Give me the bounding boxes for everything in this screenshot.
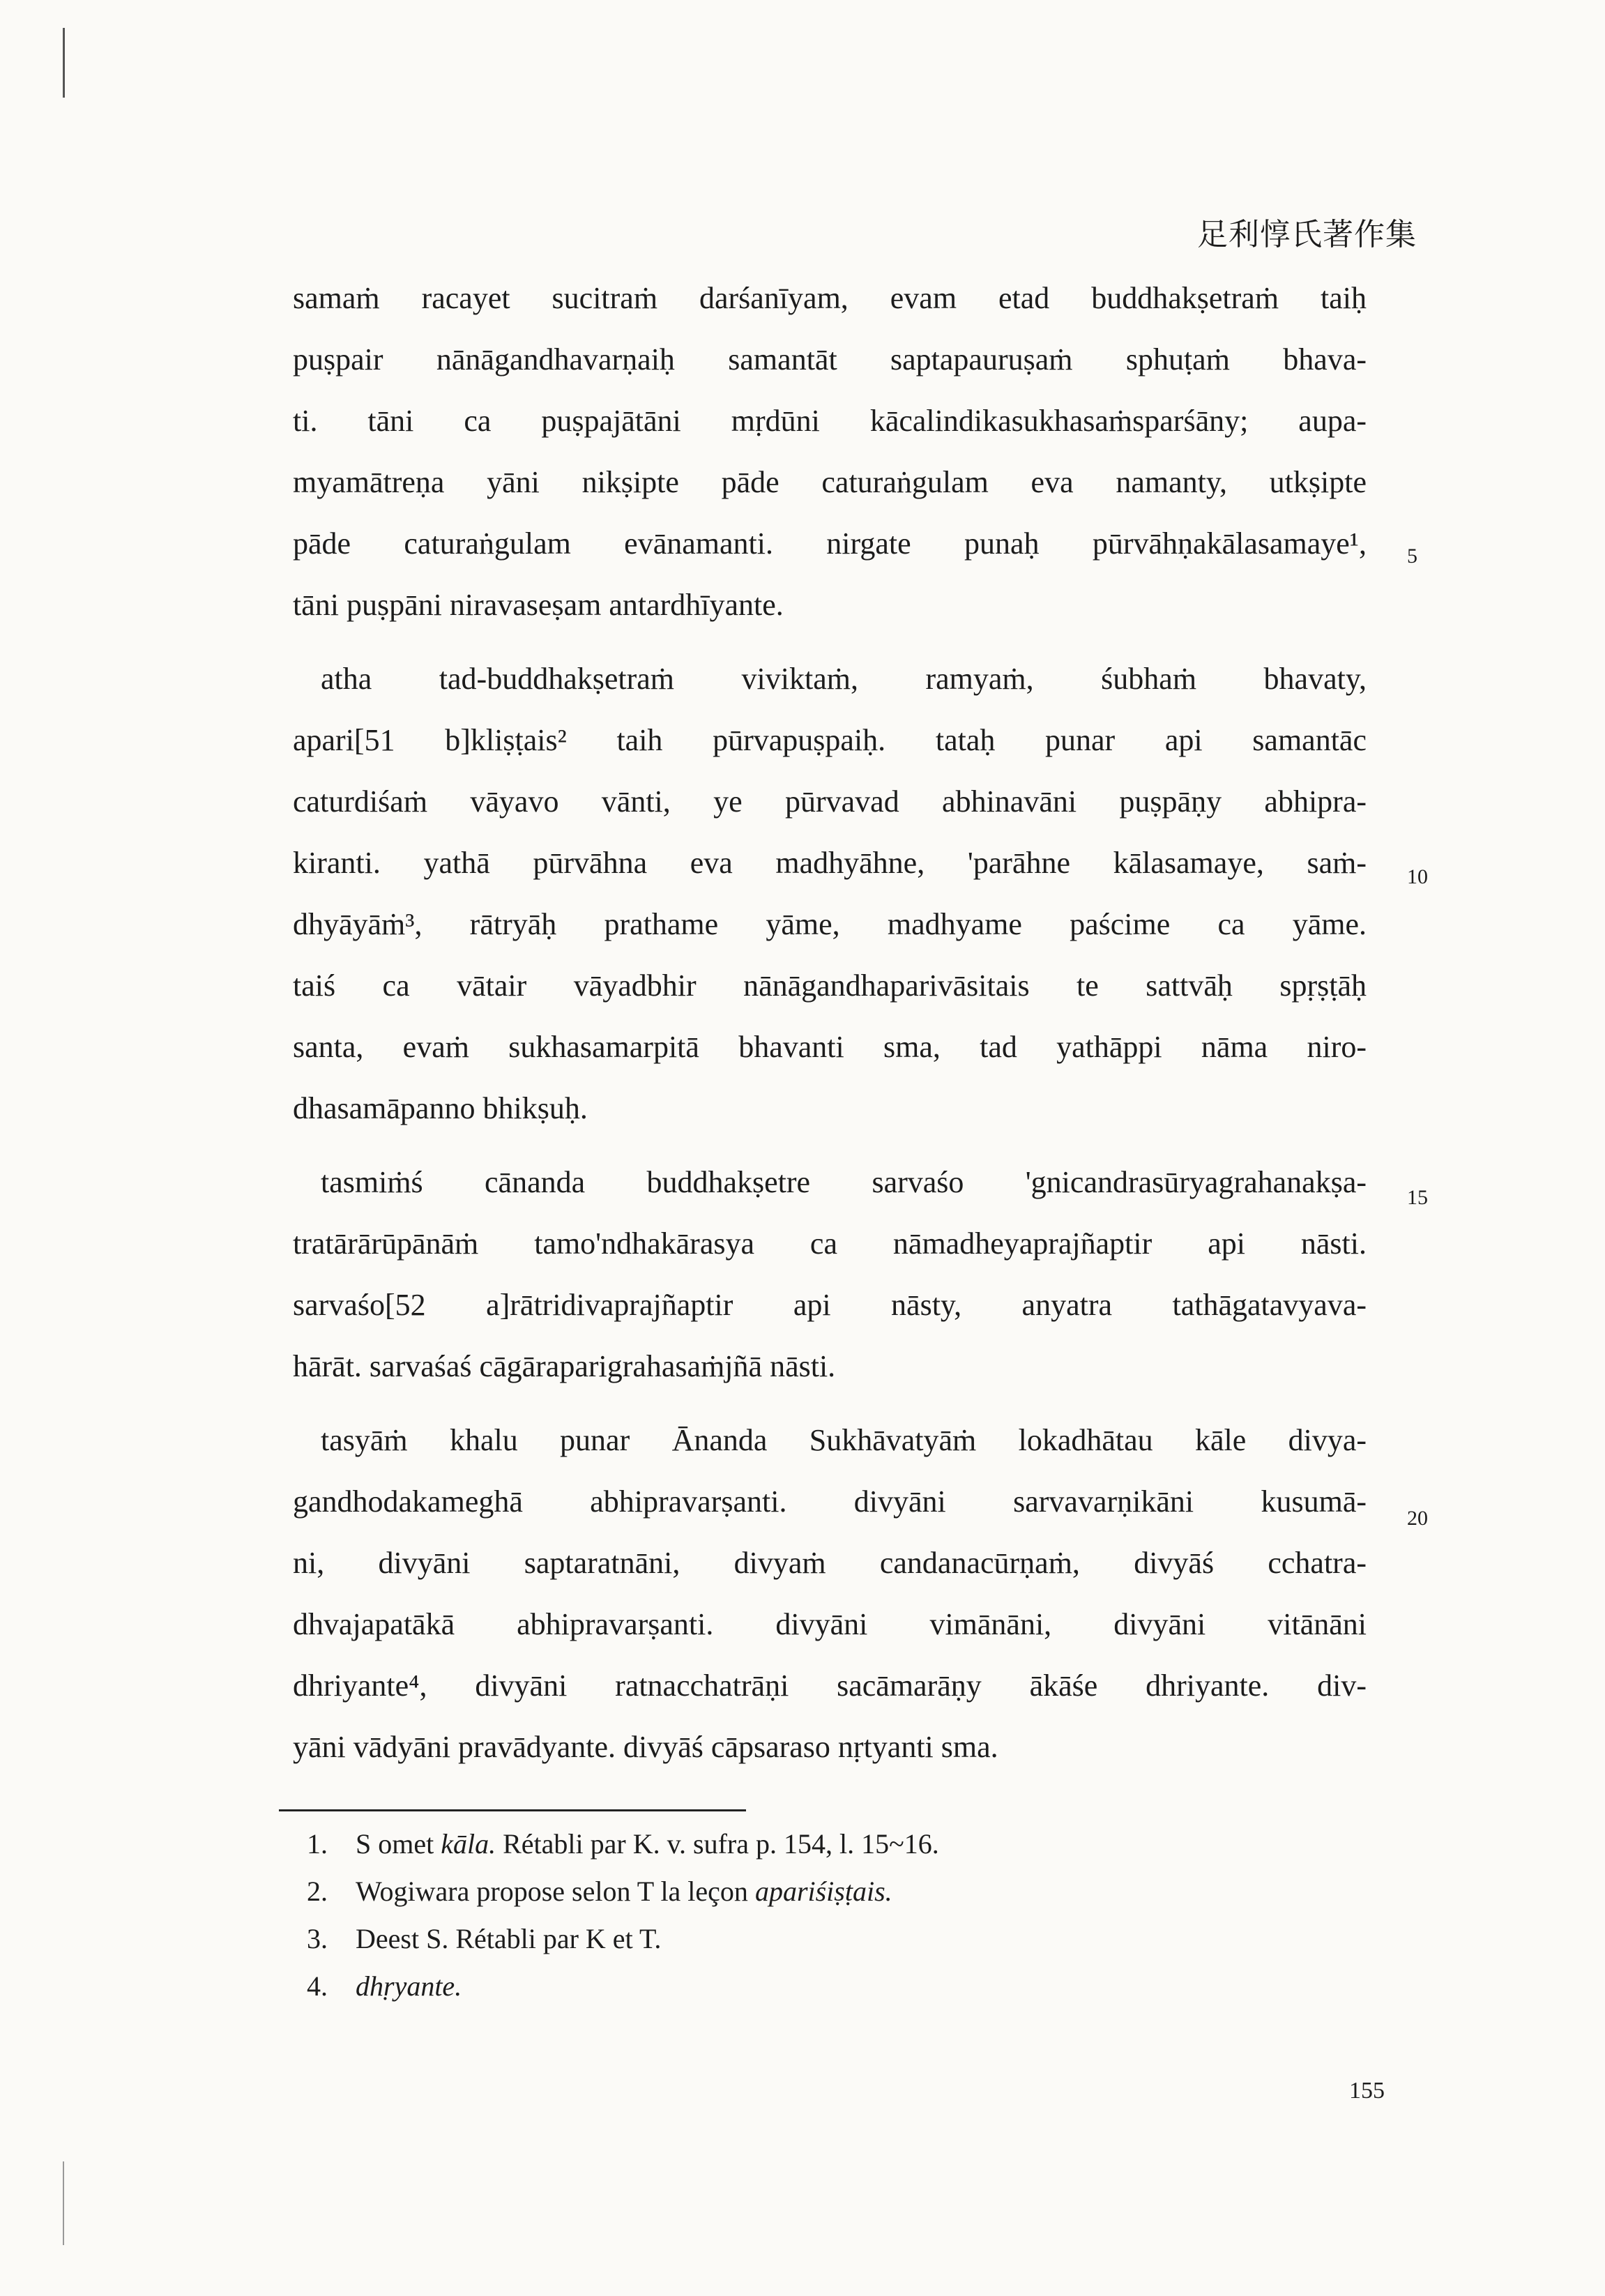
text-line: pāde caturaṅgulam evānamanti. nirgate punaḥ pūrvāhṇakālasamaye¹,: [293, 526, 1367, 561]
footnote: [307, 1827, 939, 1862]
footnote: [307, 1969, 462, 2004]
footnote: [307, 1922, 661, 1956]
margin-mark: [63, 2161, 64, 2245]
footnote-text: Deest S. Rétabli par K et T.: [356, 1923, 662, 1954]
text-line: kiranti. yathā pūrvāhna eva madhyāhne, 'parāhne kālasamaye, saṁ-: [293, 846, 1367, 880]
footnote-rule: [279, 1809, 746, 1811]
footnote-text: Wogiwara propose selon T la leçon: [356, 1876, 755, 1907]
text-line: samaṁ racayet sucitraṁ darśanīyam, evam etad buddhakṣetraṁ taiḥ: [293, 281, 1367, 315]
line-number: 10: [1407, 865, 1428, 888]
text-line: dhvajapatākā abhipravarṣanti. divyāni vimānāni, divyāni vitānāni: [293, 1607, 1367, 1641]
text-line: yāni vādyāni pravādyante. divyāś cāpsaraso nṛtyanti sma.: [293, 1730, 998, 1764]
text-line: myamātreṇa yāni nikṣipte pāde caturaṅgulam eva namanty, utkṣipte: [293, 465, 1367, 499]
footnote-number: 1.: [307, 1828, 328, 1860]
footnote-italic: apariśiṣṭais.: [754, 1876, 892, 1907]
page-number: 155: [1349, 2078, 1385, 2104]
footnote-number: 2.: [307, 1876, 328, 1907]
text-line: hārāt. sarvaśaś cāgāraparigrahasaṁjñā nāsti.: [293, 1349, 836, 1383]
line-number: 5: [1407, 545, 1417, 568]
footnote-italic: dhṛyante.: [356, 1970, 462, 2002]
text-line: dhasamāpanno bhikṣuḥ.: [293, 1091, 588, 1125]
text-line: tāni puṣpāni niravaseṣam antardhīyante.: [293, 588, 784, 622]
text-line: apari[51 b]kliṣṭais² taih pūrvapuṣpaiḥ. tataḥ punar api samantāc: [293, 723, 1367, 757]
text-line: tasmiṁś cānanda buddhakṣetre sarvaśo 'gnicandrasūryagrahanakṣa-: [321, 1165, 1367, 1199]
text-line: tratārārūpānāṁ tamo'ndhakārasya ca nāmadheyaprajñaptir api nāsti.: [293, 1226, 1367, 1261]
text-line: puṣpair nānāgandhavarṇaiḥ samantāt saptapauruṣaṁ sphuṭaṁ bhava-: [293, 342, 1367, 377]
text-line: taiś ca vātair vāyadbhir nānāgandhaparivāsitais te sattvāḥ spṛṣṭāḥ: [293, 968, 1367, 1003]
text-line: ni, divyāni saptaratnāni, divyaṁ candanacūrṇaṁ, divyāś cchatra-: [293, 1546, 1367, 1580]
text-line: santa, evaṁ sukhasamarpitā bhavanti sma, tad yathāppi nāma niro-: [293, 1030, 1367, 1064]
footnote-number: 3.: [307, 1923, 328, 1954]
text-line: gandhodakameghā abhipravarṣanti. divyāni sarvavarṇikāni kusumā-: [293, 1484, 1367, 1519]
text-line: atha tad-buddhakṣetraṁ viviktaṁ, ramyaṁ, śubhaṁ bhavaty,: [321, 662, 1367, 696]
footnote-text: S omet: [356, 1828, 441, 1860]
footnote-text: Rétabli par K. v. sufra p. 154, l. 15~16.: [496, 1828, 939, 1860]
footnote-number: 4.: [307, 1970, 328, 2002]
line-number: 15: [1407, 1186, 1428, 1209]
text-line: ti. tāni ca puṣpajātāni mṛdūni kācalindikasukhasaṁsparśāny; aupa-: [293, 404, 1367, 438]
text-line: caturdiśaṁ vāyavo vānti, ye pūrvavad abhinavāni puṣpāṇy abhipra-: [293, 784, 1367, 819]
footnote: [307, 1874, 892, 1909]
text-line: sarvaśo[52 a]rātridivaprajñaptir api nāsty, anyatra tathāgatavyava-: [293, 1288, 1367, 1322]
running-header: 足利惇氏著作集: [1197, 217, 1417, 252]
line-number: 20: [1407, 1507, 1428, 1530]
text-line: dhriyante⁴, divyāni ratnacchatrāṇi sacāmarāṇy ākāśe dhriyante. div-: [293, 1668, 1367, 1703]
text-line: dhyāyāṁ³, rātryāḥ prathame yāme, madhyame paścime ca yāme.: [293, 907, 1367, 941]
text-line: tasyāṁ khalu punar Ānanda Sukhāvatyāṁ lokadhātau kāle divya-: [321, 1423, 1367, 1457]
footnote-italic: kāla.: [441, 1828, 496, 1860]
